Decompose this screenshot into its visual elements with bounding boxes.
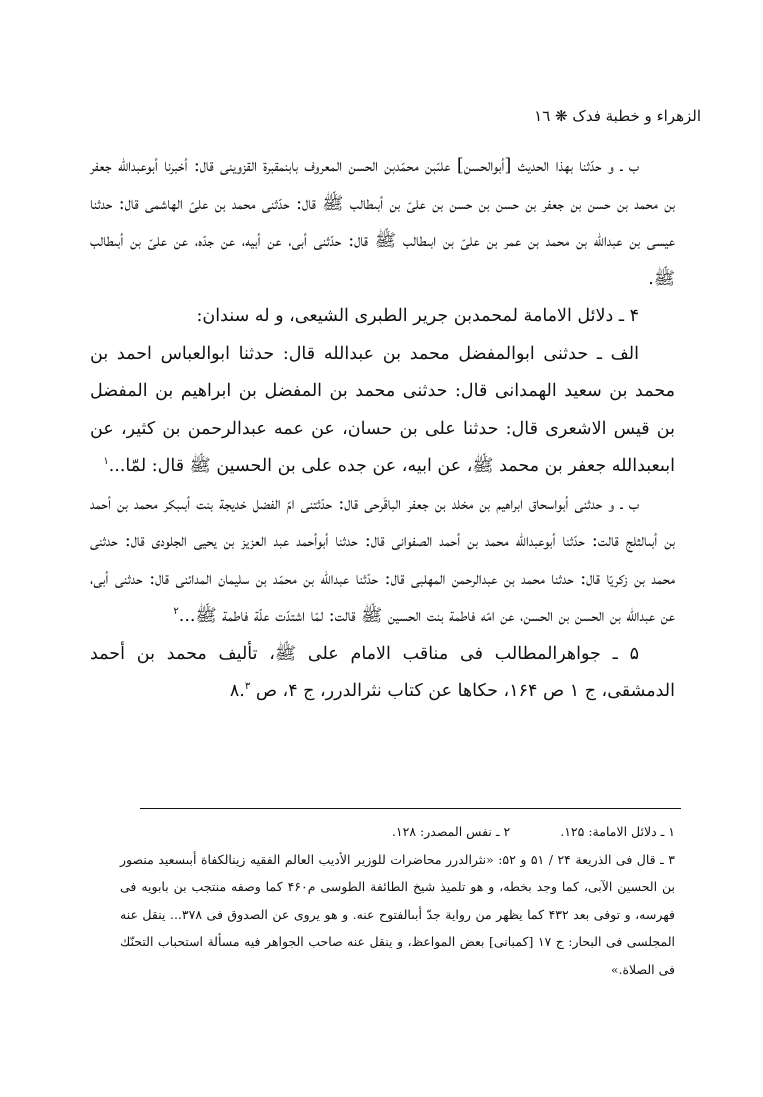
footnote-ref-3: ٣ (244, 681, 251, 693)
footnote-ref-2: ٢ (173, 606, 179, 618)
footnote-1: ١ ـ دلائل الامامة: ١٢۵. (560, 824, 675, 839)
header-separator-icon: ❋ (555, 107, 568, 125)
footnote-line-1 (120, 818, 675, 846)
footnote-3: ٣ ـ قال فى الذريعة ٢۴ / ۵١ و ۵٢: «نثرالدرر محاضرات للوزير الأديب العالم الفقيه زينالكفاة أبىسعيد منصور بن الحسين الآبى، كما وجد بخطه، و هو تلميذ شيخ الطائفة الطوسى م۴۶٠ كما وصفه منتجب بن بابويه فى فهرسه، و توفى بعد ۴٣٢ كما يظهر من رواية جدّ أبىالفتوح عنه. و هو يروى عن الصدوق فى ٣٧٨... ينقل عنه المجلسى فى البحار: ج ١٧ [كمبانى] بعض المواعظ، و ينقل عنه صاحب الجواهر فيه مسألة استحباب التحنّك فى الصلاة.» (120, 851, 675, 977)
paragraph-3 (90, 336, 675, 486)
paragraph-2: ۴ ـ دلائل الامامة لمحمدبن جرير الطبرى الشيعى، و له سندان: (196, 306, 639, 326)
paragraph-4 (90, 486, 675, 636)
footnote-2: ٢ ـ نفس المصدر: ١٢٨. (391, 824, 511, 839)
paragraph-3-text: الف ـ حدثنى ابوالمفضل محمد بن عبدالله قال: حدثنا ابوالعباس احمد بن محمد بن سعيد الهمدانى قال: حدثنى محمد بن المفضل بن ابراهيم بن المفضل بن قيس الاشعرى قال: حدثنا على بن حسان، عن عمه عبدالرحمن بن كثير، عن ابىعبدالله جعفر بن محمد ﷺ، عن ابيه، عن جده على بن الحسين ﷺ قال: لمّا... (90, 343, 675, 476)
footnote-ref-1: ١ (103, 456, 109, 468)
paragraph-5 (90, 636, 675, 711)
header-title: الزهراء و خطبة فدک (572, 107, 701, 125)
paragraph-1: ب ـ و حدّثنا بهذا الحديث [أبوالحسن] علىّبن محمّدبن الحسن المعروف بابنمقبرة القزوينى قال: أخبرنا أبوعبدالله جعفر بن محمد بن حسن بن جعفر بن حسن بن حسن بن علىّ بن أبىطالب ﷺ قال: حدّثنى محمد بن علىّ الهاشمى قال: حدثنا عيسى بن عبدالله بن محمد بن عمر بن علىّ بن ابىطالب ﷺ قال: حدّثنى أبى، عن أبيه، عن جدّه، عن علىّ بن أبىطالب ﷺ. (90, 156, 675, 289)
paragraph-5-text: ۵ ـ جواهرالمطالب فى مناقب الامام على ﷺ، تأليف محمد بن أحمد الدمشقى، ج ١ ص ١۶۴، حكاها عن كتاب نثرالدرر، ج ۴، ص ٨. (90, 643, 675, 701)
running-header (60, 103, 701, 129)
paragraph-4-text: ب ـ و حدثنى أبواسحاق ابراهيم بن مخلد بن جعفر الباقَرحى قال: حدّثتنى امّ الفضل خديجة بنت أبىبكر محمد بن أحمد بن أبىالثلج قالت: حدّثنا أبوعبدالله محمد بن أحمد الصفوانى قال: حدثنا أبوأحمد عبد العزيز بن يحيى الجلودى قال: حدثنى محمد بن زكريّا قال: حدثنا محمد بن عبدالرحمن المهلبى قال: حدّثنا عبدالله بن محمّد بن سليمان المدائنى قال: حدثنى أبى، عن عبدالله بن الحسن بن الحسن، عن امّه فاطمة بنت الحسين ﷺ قالت: لمّا اشتدّت علّة فاطمة ﷺ... (90, 493, 675, 626)
page-number: ١٦ (534, 107, 551, 125)
footnotes (120, 818, 675, 983)
main-text (90, 148, 675, 711)
footnote-divider (140, 808, 681, 809)
